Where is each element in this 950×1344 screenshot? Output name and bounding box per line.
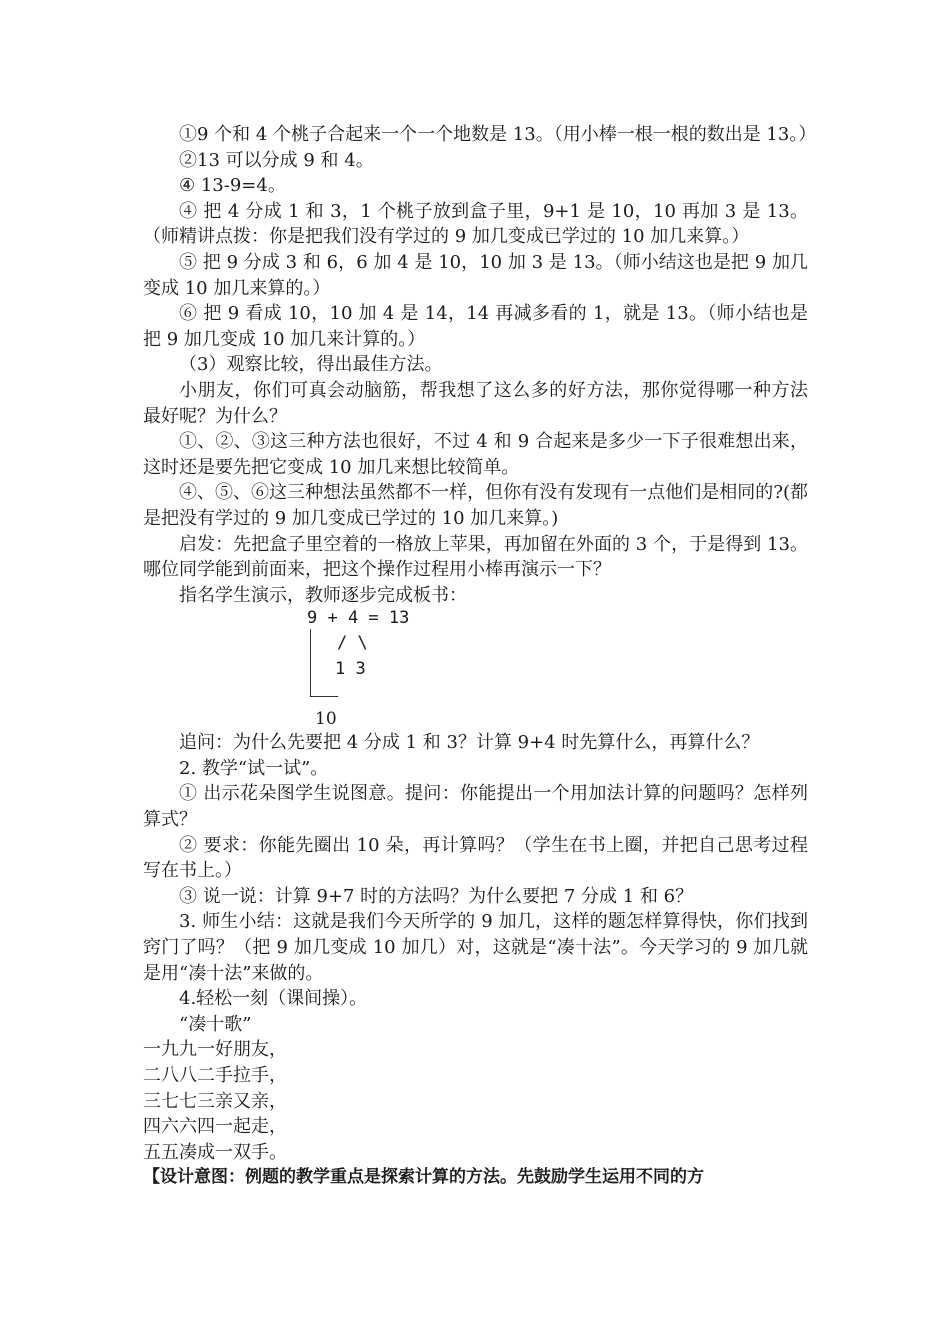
paragraph-compare-heading: （3）观察比较，得出最佳方法。: [179, 354, 443, 376]
paragraph-method-6: ⑥ 把 9 看成 10，10 加 4 是 14，14 再减多看的 1，就是 13。（师小结也是把 9 加几变成 10 加几来计算的。）: [143, 303, 808, 350]
diagram-bracket-horizontal: [310, 696, 338, 697]
paragraph-analysis-456: ④、⑤、⑥这三种想法虽然都不一样，但你有没有发现有一点他们是相同的?(都是把没有学过的 9 加几变成已学过的 10 加几来算。): [143, 482, 808, 529]
paragraph-try-3: ③ 说一说：计算 9+7 时的方法吗？为什么要把 7 分成 1 和 6？: [179, 885, 694, 907]
paragraph-hint: 启发：先把盒子里空着的一格放上苹果，再加留在外面的 3 个，于是得到 13。哪位同学能到前面来，把这个操作过程用小棒再演示一下？: [143, 533, 808, 581]
make-ten-diagram: [143, 608, 808, 730]
paragraph-try-heading: 2. 教学“试一试”。: [179, 757, 329, 779]
song-line: 二八八二手拉手，: [143, 1065, 287, 1086]
paragraph-method-5: ⑤ 把 9 分成 3 和 6，6 加 4 是 10，10 加 3 是 13。（师小结这也是把 9 加几变成 10 加几来算的。）: [143, 251, 808, 299]
paragraph-method-1: ①9 个和 4 个桃子合起来一个一个地数是 13。（用小棒一根一根的数出是 13。）: [179, 124, 817, 145]
paragraph-try-1: ① 出示花朵图学生说图意。提问：你能提出一个用加法计算的问题吗？怎样列算式？: [143, 783, 808, 831]
diagram-ten: 10: [315, 709, 337, 730]
paragraph-question: 小朋友，你们可真会动脑筋，帮我想了这么多的好方法，那你觉得哪一种方法最好呢？为什么？: [143, 379, 808, 427]
paragraph-method-2: ②13 可以分成 9 和 4。: [179, 149, 374, 171]
document-body: [143, 122, 817, 1191]
diagram-bracket-vertical: [310, 629, 311, 697]
diagram-split-lines: / \: [337, 633, 368, 654]
paragraph-break: 4.轻松一刻（课间操）。: [179, 988, 368, 1010]
paragraph-analysis-123: ①、②、③这三种方法也很好，不过 4 和 9 合起来是多少一下子很难想出来，这时还是要先把它变成 10 加几来想比较简单。: [143, 431, 808, 478]
paragraph-demo: 指名学生演示，教师逐步完成板书：: [179, 584, 467, 606]
song-line: 一九九一好朋友，: [143, 1039, 287, 1061]
paragraph-method-4: ④ 把 4 分成 1 和 3，1 个桃子放到盒子里，9+1 是 10，10 再加 3 是 13。（师精讲点拨：你是把我们没有学过的 9 加几变成已学过的 10 加几来算。）: [143, 200, 808, 248]
diagram-equation: 9 + 4 = 13: [307, 608, 410, 629]
song-line: 五五凑成一双手。: [143, 1141, 287, 1163]
design-intent: 【设计意图：例题的教学重点是探索计算的方法。先鼓励学生运用不同的方: [143, 1167, 704, 1188]
paragraph-followup: 追问：为什么先要把 4 分成 1 和 3？计算 9+4 时先算什么，再算什么？: [179, 732, 760, 754]
diagram-split-numbers: 1 3: [335, 659, 366, 680]
paragraph-try-2: ② 要求：你能先圈出 10 朵，再计算吗？（学生在书上圈，并把自己思考过程写在书上。）: [143, 834, 808, 882]
paragraph-summary: 3. 师生小结：这就是我们今天所学的 9 加几，这样的题怎样算得快，你们找到窍门了吗？（把 9 加几变成 10 加几）对，这就是“凑十法”。今天学习的 9 加几就是用“凑十法”来做的。: [143, 911, 808, 984]
song-title: “凑十歌”: [179, 1013, 252, 1035]
song-line: 四六六四一起走，: [143, 1116, 287, 1138]
paragraph-method-3: ④ 13-9=4。: [179, 175, 286, 197]
song-line: 三七七三亲又亲，: [143, 1090, 287, 1112]
